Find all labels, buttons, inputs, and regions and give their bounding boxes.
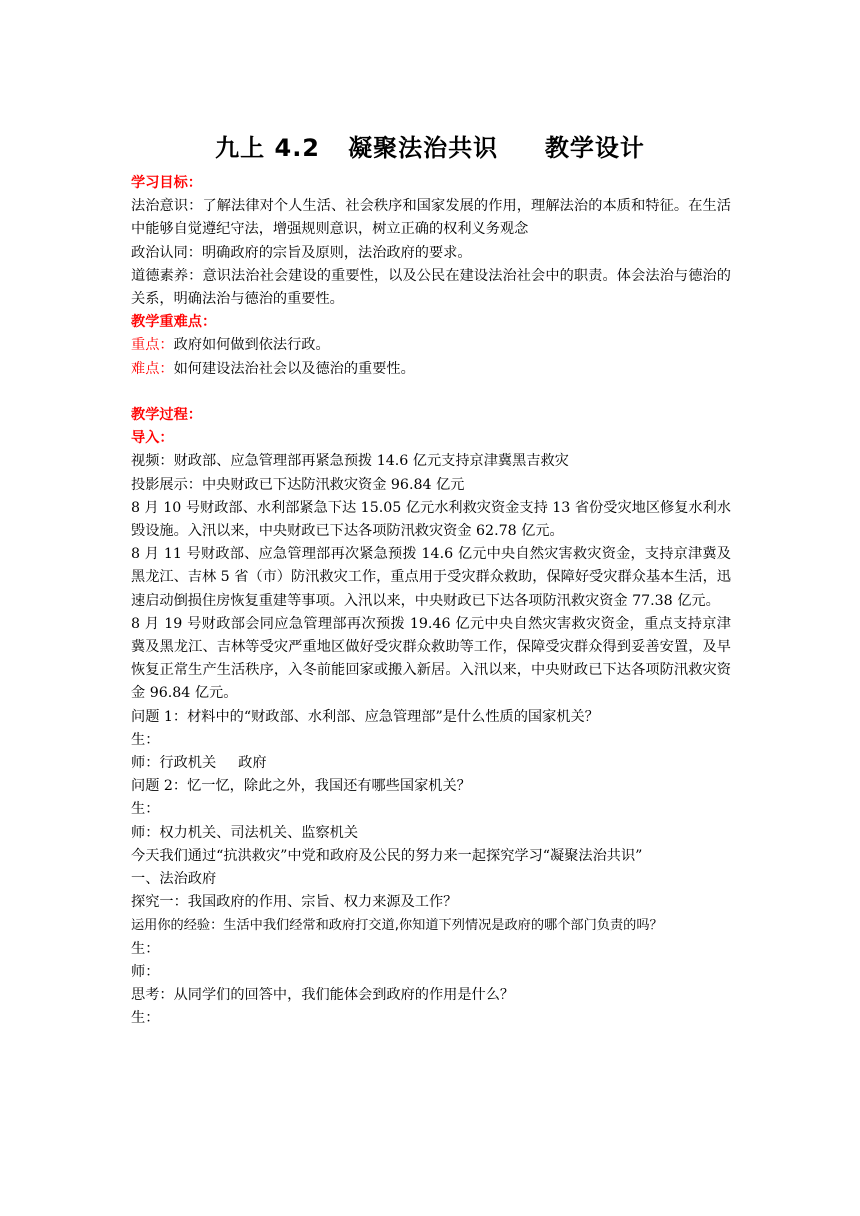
- student-answer-1: 生：: [131, 731, 160, 748]
- spacer: [131, 381, 731, 404]
- difficult-point-label: 难点：: [131, 360, 174, 377]
- video-line: 视频：财政部、应急管理部再紧急预拨 14.6 亿元支持京津冀黑吉救灾: [131, 453, 569, 470]
- key-point-text: 政府如何做到依法行政。: [173, 337, 330, 354]
- intro-heading: 导入：: [131, 430, 174, 447]
- question-1: 问题 1：材料中的“财政部、水利部、应急管理部”是什么性质的国家机关？: [131, 708, 599, 725]
- experience-prompt: 运用你的经验：生活中我们经常和政府打交道,你知道下列情况是政府的哪个部门负责的吗？: [131, 918, 663, 934]
- difficult-point-text: 如何建设法治社会以及德治的重要性。: [173, 360, 415, 377]
- key-points-heading: 教学重难点：: [131, 314, 217, 331]
- think-question: 思考：从同学们的回答中，我们能体会到政府的作用是什么？: [131, 987, 515, 1004]
- law-awareness-goal: 法治意识：了解法律对个人生活、社会秩序和国家发展的作用，理解法治的本质和特征。在生活中能够自觉遵纪守法，增强规则意识，树立正确的权利义务观念: [131, 198, 731, 238]
- projection-line: 投影展示：中央财政已下达防汛救灾资金 96.84 亿元: [131, 476, 465, 493]
- document-body: [131, 172, 731, 1031]
- transition-text: 今天我们通过“抗洪救灾”中党和政府及公民的努力来一起探究学习“凝聚法治共识”: [131, 847, 643, 864]
- document-title: 九上 4.2 凝聚法治共识 教学设计: [215, 134, 645, 162]
- teacher-answer-1-b: 政府: [238, 755, 267, 772]
- teacher-answer-2: 师：权力机关、司法机关、监察机关: [131, 824, 359, 841]
- learning-goals-heading: 学习目标：: [131, 175, 202, 191]
- student-answer-3: 生：: [131, 940, 160, 957]
- key-point-label: 重点：: [131, 337, 174, 354]
- explore-1: 探究一：我国政府的作用、宗旨、权力来源及工作？: [131, 894, 458, 911]
- process-heading: 教学过程：: [131, 407, 202, 424]
- student-answer-4: 生：: [131, 1010, 160, 1027]
- teacher-answer-3: 师：: [131, 963, 160, 980]
- paragraph-aug-19: 8 月 19 号财政部会同应急管理部再次预拨 19.46 亿元中央自然灾害救灾资金，重点支持京津冀及黑龙江、吉林等受灾严重地区做好受灾群众救助等工作，保障受灾群众得到妥善安置，及早恢复正常生产生活秩序，入冬前能回家或搬入新居。入汛以来，中央财政已下达各项防汛救灾资金 96.84 亿元。: [131, 615, 731, 702]
- paragraph-aug-10: 8 月 10 号财政部、水利部紧急下达 15.05 亿元水利救灾资金支持 13 省份受灾地区修复水利水毁设施。入汛以来，中央财政已下达各项防汛救灾资金 62.78 亿元。: [131, 499, 731, 540]
- moral-goal: 道德素养：意识法治社会建设的重要性，以及公民在建设法治社会中的职责。体会法治与德治的关系，明确法治与德治的重要性。: [131, 267, 731, 308]
- teacher-answer-1: [131, 752, 731, 775]
- paragraph-aug-11: 8 月 11 号财政部、应急管理部再次紧急预拨 14.6 亿元中央自然灾害救灾资金，支持京津冀及黑龙江、吉林 5 省（市）防汛救灾工作，重点用于受灾群众救助，保障好受灾群众基本生活，迅速启动倒损住房恢复重建等事项。入汛以来，中央财政已下达各项防汛救灾资金 77.38 亿元。: [131, 546, 731, 609]
- section-heading-1: 一、法治政府: [131, 871, 217, 888]
- teacher-answer-1-a: 师：行政机关: [131, 755, 217, 772]
- key-point-line: [131, 334, 731, 357]
- student-answer-2: 生：: [131, 801, 160, 818]
- political-identity-goal: 政治认同：明确政府的宗旨及原则，法治政府的要求。: [131, 244, 472, 261]
- question-2: 问题 2：忆一忆，除此之外，我国还有哪些国家机关？: [131, 778, 471, 795]
- difficult-point-line: [131, 358, 731, 381]
